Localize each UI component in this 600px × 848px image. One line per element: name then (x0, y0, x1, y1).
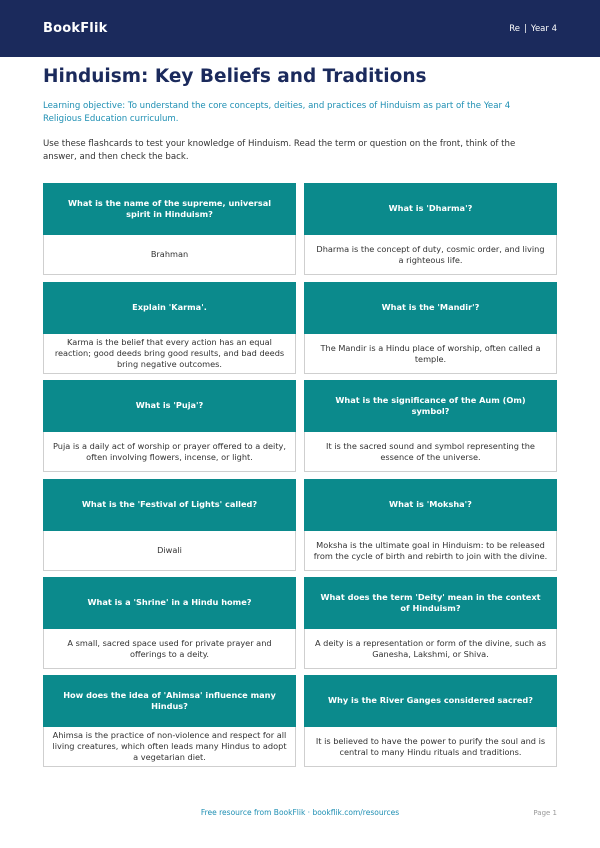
flashcard-front: Why is the River Ganges considered sacred? (304, 675, 557, 727)
flashcard-front: What is the name of the supreme, universal spirit in Hinduism? (43, 183, 296, 235)
breadcrumb-year[interactable]: Year 4 (530, 23, 557, 34)
top-bar (0, 0, 600, 57)
flashcard[interactable] (304, 675, 557, 767)
flashcard-front: What is 'Moksha'? (304, 479, 557, 531)
breadcrumb-subject[interactable]: Re (509, 23, 521, 34)
flashcard-back: It is believed to have the power to purify the soul and is central to many Hindu rituals and traditions. (315, 735, 546, 757)
flashcard[interactable] (43, 577, 296, 669)
flashcard-back: Moksha is the ultimate goal in Hinduism: to be released from the cycle of birth and rebirth to join with the divine. (313, 539, 548, 561)
flashcard[interactable] (304, 380, 557, 472)
flashcard[interactable] (43, 183, 296, 275)
flashcard[interactable] (304, 479, 557, 571)
flashcard[interactable] (43, 380, 296, 472)
flashcard-back: Brahman (150, 249, 189, 259)
intro-text: Use these flashcards to test your knowledge of Hinduism. Read the term or question on the front, think of the answer, and then check the back. (43, 139, 516, 162)
flashcard-back: Dharma is the concept of duty, cosmic order, and living a righteous life. (316, 243, 545, 265)
flashcard-back: Ahimsa is the practice of non-violence and respect for all living creatures, which often leads many Hindus to adopt a vegetarian diet. (52, 730, 287, 762)
flashcard[interactable] (304, 183, 557, 275)
flashcard-back: A small, sacred space used for private prayer and offerings to a deity. (67, 637, 272, 659)
breadcrumb-separator: | (524, 23, 527, 34)
flashcard-front: What is the 'Mandir'? (304, 282, 557, 334)
flashcard-back: A deity is a representation or form of the divine, such as Ganesha, Lakshmi, or Shiva. (314, 637, 547, 659)
flashcard-front: What does the term 'Deity' mean in the context of Hinduism? (304, 577, 557, 629)
flashcard-back: Puja is a daily act of worship or prayer offered to a deity, often involving flowers, incense, or light. (52, 440, 286, 462)
flashcard[interactable] (43, 282, 296, 374)
flashcard[interactable] (304, 577, 557, 669)
flashcard-back: The Mandir is a Hindu place of worship, often called a temple. (320, 342, 541, 364)
breadcrumb (509, 24, 557, 34)
flashcard[interactable] (43, 479, 296, 571)
flashcard-front: What is 'Dharma'? (304, 183, 557, 235)
flashcard-front: What is 'Puja'? (43, 380, 296, 432)
flashcard-front: What is the 'Festival of Lights' called? (43, 479, 296, 531)
flashcard-front: Explain 'Karma'. (43, 282, 296, 334)
footer-link[interactable]: Free resource from BookFlik · bookflik.com/resources (200, 808, 400, 817)
flashcard-front: How does the idea of 'Ahimsa' influence many Hindus? (43, 675, 296, 727)
flashcard-back: It is the sacred sound and symbol representing the essence of the universe. (326, 440, 535, 462)
flashcard-front: What is a 'Shrine' in a Hindu home? (43, 577, 296, 629)
learning-objective: Learning objective: To understand the core concepts, deities, and practices of Hinduism as part of the Year 4 Religious Education curriculum. (43, 101, 511, 124)
flashcard[interactable] (43, 675, 296, 767)
flashcard-back: Diwali (157, 545, 182, 555)
flashcard[interactable] (304, 282, 557, 374)
flashcard-front: What is the significance of the Aum (Om) symbol? (304, 380, 557, 432)
brand-logo[interactable]: BookFlik (43, 21, 108, 36)
flashcard-back: Karma is the belief that every action has an equal reaction; good deeds bring good results, and bad deeds bring negative outcomes. (54, 337, 285, 369)
page-title: Hinduism: Key Beliefs and Traditions (43, 66, 427, 87)
page-number: Page 1 (533, 809, 557, 817)
